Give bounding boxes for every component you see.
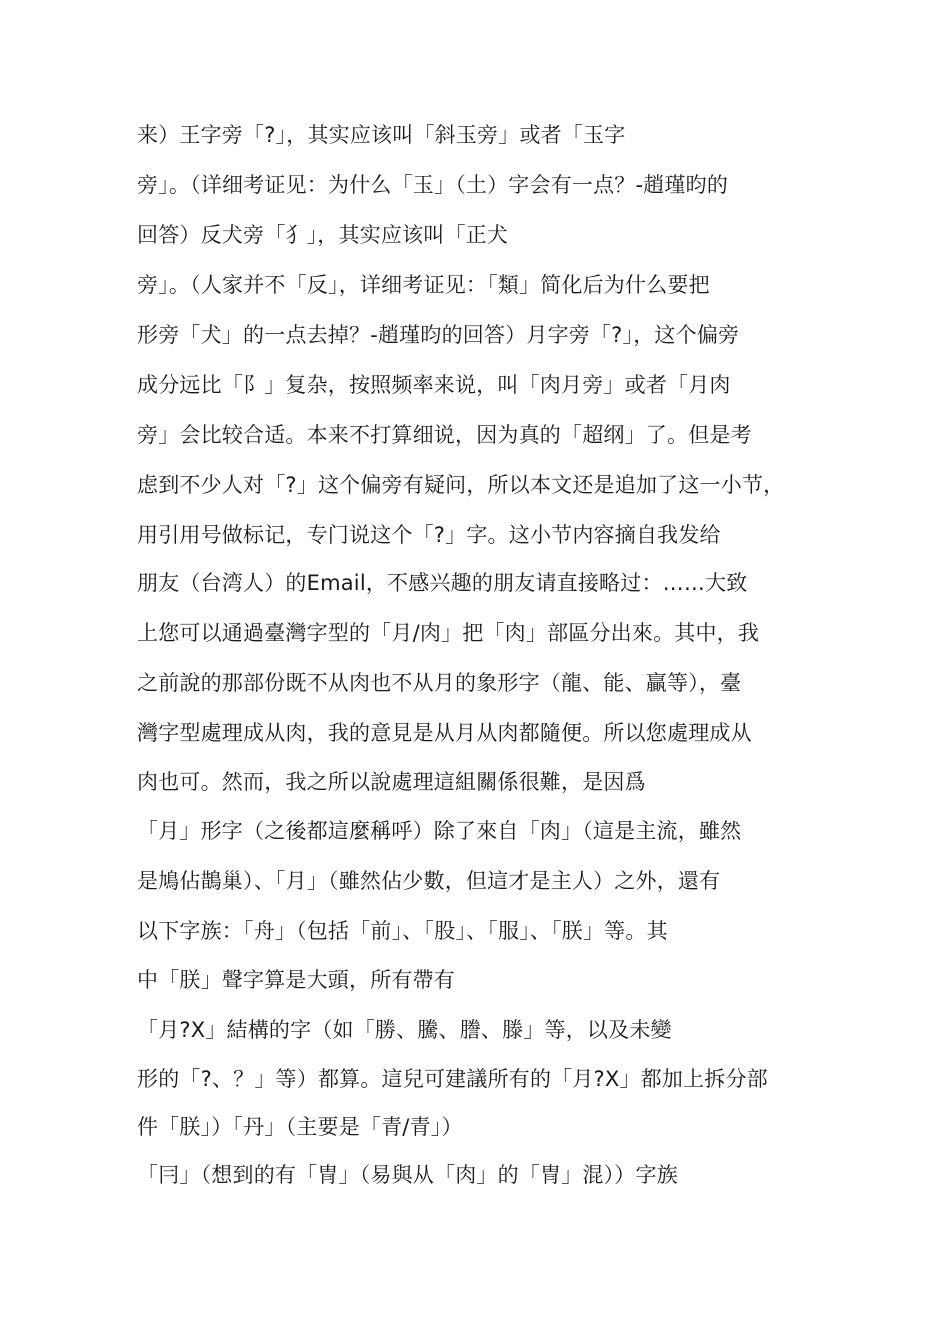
text-line: 是鳩佔鵲巢）、「月」（雖然佔少數，但這才是主人）之外，還有 <box>137 869 721 893</box>
text-line: 用引用号做标记，专门说这个「?」字。这小节内容摘自我发给 <box>137 523 721 547</box>
text-line: 以下字族：「舟」（包括「前」、「股」、「服」、「朕」等。其 <box>137 919 668 943</box>
text-line: 旁」。（详细考证见：为什么「玉」（土）字会有一点？-趙瑾昀的 <box>137 173 729 197</box>
text-line: 上您可以通過臺灣字型的「月/肉」把「肉」部區分出來。其中，我 <box>137 621 760 645</box>
text-line: 件「朕」）「丹」（主要是「青/青」） <box>137 1115 463 1139</box>
text-line: 肉也可。然而，我之所以說處理這組關係很難，是因爲 <box>137 770 646 794</box>
text-line: 「冃」（想到的有「冑」（易與从「肉」的「冑」混））字族 <box>137 1163 678 1187</box>
text-line: 旁」。（人家并不「反」，详细考证见：「類」简化后为什么要把 <box>137 273 710 297</box>
text-line: 中「朕」聲字算是大頭，所有帶有 <box>137 968 455 992</box>
text-line: 成分远比「⻖」复杂，按照频率来说，叫「肉月旁」或者「月肉 <box>137 373 731 397</box>
text-line: 形的「?、？」等）都算。這兒可建議所有的「月?X」都加上拆分部 <box>137 1067 768 1091</box>
text-line: 形旁「犬」的一点去掉？-趙瑾昀的回答）月字旁「?」，这个偏旁 <box>137 323 740 347</box>
text-line: 虑到不少人对「?」这个偏旁有疑问，所以本文还是追加了这一小节， <box>137 473 785 497</box>
text-line: 来）王字旁「?」，其实应该叫「斜玉旁」或者「玉字 <box>137 123 626 147</box>
text-line: 「月」形字（之後都這麼稱呼）除了來自「肉」（這是主流，雖然 <box>137 819 742 843</box>
text-line: 旁」会比较合适。本来不打算细说，因为真的「超纲」了。但是考 <box>137 423 752 447</box>
text-line: 朋友（台湾人）的Email，不感兴趣的朋友请直接略过：……大致 <box>137 571 748 595</box>
text-line: 灣字型處理成从肉，我的意見是从月从肉都隨便。所以您處理成从 <box>137 721 752 745</box>
text-line: 「月?X」結構的字（如「勝、騰、謄、滕」等，以及未變 <box>137 1018 672 1042</box>
text-line: 之前說的那部份既不从肉也不从月的象形字（龍、能、贏等），臺 <box>137 671 742 695</box>
text-line: 回答）反犬旁「犭」，其实应该叫「正犬 <box>137 223 509 247</box>
